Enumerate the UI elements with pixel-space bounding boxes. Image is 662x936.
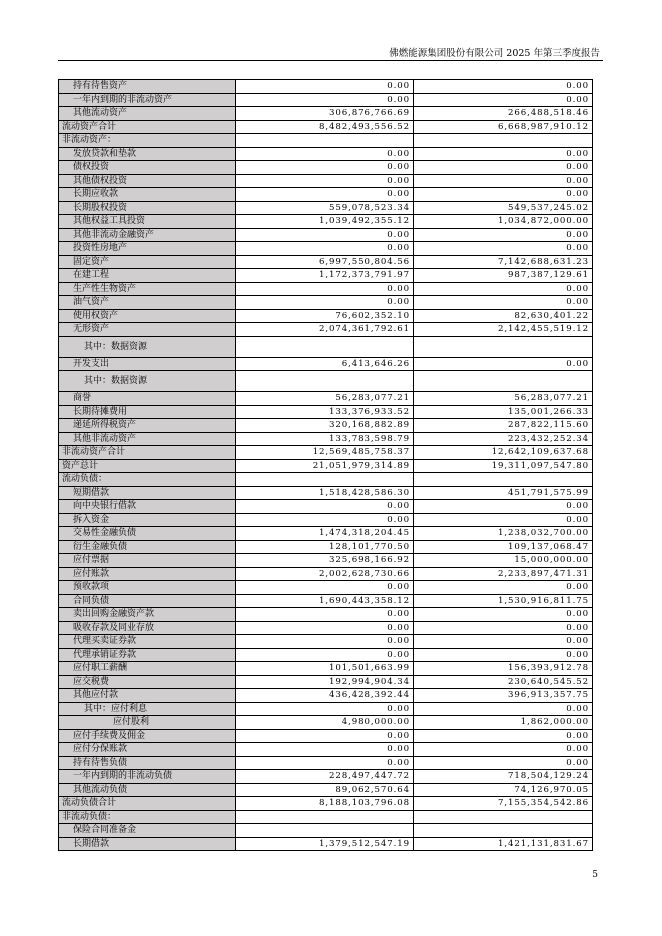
current-period-value: 0.00 xyxy=(236,93,414,107)
previous-period-value: 74,126,970.05 xyxy=(414,783,593,797)
previous-period-value xyxy=(414,473,593,487)
row-label: 向中央银行借款 xyxy=(59,500,236,514)
current-period-value: 0.00 xyxy=(236,608,414,622)
row-label: 非流动负债： xyxy=(59,810,236,824)
current-period-value: 1,518,428,586.30 xyxy=(236,486,414,500)
previous-period-value: 451,791,575.99 xyxy=(414,486,593,500)
previous-period-value: 396,913,357.75 xyxy=(414,689,593,703)
table-row xyxy=(59,432,593,446)
table-row xyxy=(59,446,593,460)
row-label: 应付分保账款 xyxy=(59,743,236,757)
table-row xyxy=(59,608,593,622)
previous-period-value: 0.00 xyxy=(414,357,593,371)
table-row xyxy=(59,215,593,229)
table-row xyxy=(59,120,593,134)
row-label: 应付票据 xyxy=(59,554,236,568)
row-label: 拆入资金 xyxy=(59,513,236,527)
table-row xyxy=(59,255,593,269)
current-period-value: 0.00 xyxy=(236,702,414,716)
row-label: 其他债权投资 xyxy=(59,174,236,188)
table-row xyxy=(59,729,593,743)
previous-period-value: 1,530,916,811.75 xyxy=(414,594,593,608)
current-period-value: 1,474,318,204.45 xyxy=(236,527,414,541)
table-row xyxy=(59,689,593,703)
current-period-value: 128,101,770.50 xyxy=(236,540,414,554)
row-label: 其他应付款 xyxy=(59,689,236,703)
row-label: 交易性金融负债 xyxy=(59,527,236,541)
row-label: 其中：数据资源 xyxy=(59,336,236,357)
row-label: 在建工程 xyxy=(59,269,236,283)
current-period-value: 0.00 xyxy=(236,513,414,527)
table-row xyxy=(59,107,593,121)
row-label: 流动负债合计 xyxy=(59,797,236,811)
current-period-value: 0.00 xyxy=(236,296,414,310)
table-row xyxy=(59,554,593,568)
table-row xyxy=(59,662,593,676)
table-row xyxy=(59,134,593,148)
previous-period-value: 2,233,897,471.31 xyxy=(414,567,593,581)
current-period-value: 2,074,361,792.61 xyxy=(236,323,414,337)
previous-period-value: 0.00 xyxy=(414,500,593,514)
current-period-value: 325,698,166.92 xyxy=(236,554,414,568)
table-row xyxy=(59,756,593,770)
table-row xyxy=(59,824,593,838)
previous-period-value: 156,393,912.78 xyxy=(414,662,593,676)
row-label: 应付股利 xyxy=(59,716,236,730)
row-label: 商誉 xyxy=(59,392,236,406)
table-row xyxy=(59,837,593,851)
previous-period-value: 82,630,401.22 xyxy=(414,309,593,323)
current-period-value xyxy=(236,810,414,824)
table-row xyxy=(59,161,593,175)
current-period-value: 0.00 xyxy=(236,188,414,202)
current-period-value: 21,051,979,314.89 xyxy=(236,459,414,473)
previous-period-value xyxy=(414,134,593,148)
previous-period-value: 0.00 xyxy=(414,702,593,716)
row-label: 吸收存款及同业存放 xyxy=(59,621,236,635)
current-period-value: 8,188,103,796.08 xyxy=(236,797,414,811)
current-period-value: 320,168,882.89 xyxy=(236,419,414,433)
table-row xyxy=(59,228,593,242)
current-period-value: 0.00 xyxy=(236,581,414,595)
row-label: 短期借款 xyxy=(59,486,236,500)
row-label: 开发支出 xyxy=(59,357,236,371)
row-label: 其中：数据资源 xyxy=(59,371,236,392)
balance-sheet-body xyxy=(59,80,593,851)
table-row xyxy=(59,500,593,514)
table-row xyxy=(59,635,593,649)
table-row xyxy=(59,716,593,730)
previous-period-value: 0.00 xyxy=(414,242,593,256)
table-row xyxy=(59,810,593,824)
current-period-value: 0.00 xyxy=(236,648,414,662)
table-row xyxy=(59,174,593,188)
previous-period-value: 0.00 xyxy=(414,608,593,622)
table-row xyxy=(59,296,593,310)
current-period-value: 0.00 xyxy=(236,242,414,256)
current-period-value: 2,002,628,730.66 xyxy=(236,567,414,581)
row-label: 代理买卖证券款 xyxy=(59,635,236,649)
row-label: 长期应收款 xyxy=(59,188,236,202)
previous-period-value: 0.00 xyxy=(414,621,593,635)
current-period-value: 1,690,443,358.12 xyxy=(236,594,414,608)
table-row xyxy=(59,581,593,595)
table-row xyxy=(59,392,593,406)
table-row xyxy=(59,486,593,500)
report-header: 佛燃能源集团股份有限公司 2025 年第三季度报告 xyxy=(389,48,600,59)
previous-period-value: 0.00 xyxy=(414,513,593,527)
previous-period-value: 109,137,068.47 xyxy=(414,540,593,554)
current-period-value: 6,997,550,804.56 xyxy=(236,255,414,269)
table-row xyxy=(59,201,593,215)
previous-period-value xyxy=(414,336,593,357)
current-period-value: 0.00 xyxy=(236,729,414,743)
table-row xyxy=(59,567,593,581)
row-label: 债权投资 xyxy=(59,161,236,175)
current-period-value: 0.00 xyxy=(236,743,414,757)
previous-period-value: 1,034,872,000.00 xyxy=(414,215,593,229)
row-label: 代理承销证券款 xyxy=(59,648,236,662)
current-period-value: 0.00 xyxy=(236,500,414,514)
table-row xyxy=(59,770,593,784)
previous-period-value: 0.00 xyxy=(414,743,593,757)
table-row xyxy=(59,621,593,635)
previous-period-value: 15,000,000.00 xyxy=(414,554,593,568)
current-period-value: 8,482,493,556.52 xyxy=(236,120,414,134)
current-period-value: 76,602,352.10 xyxy=(236,309,414,323)
row-label: 其他非流动资产 xyxy=(59,432,236,446)
current-period-value: 0.00 xyxy=(236,621,414,635)
row-label: 无形资产 xyxy=(59,323,236,337)
page-number: 5 xyxy=(592,870,598,880)
table-row xyxy=(59,80,593,94)
table-row xyxy=(59,648,593,662)
row-label: 长期股权投资 xyxy=(59,201,236,215)
row-label: 应付职工薪酬 xyxy=(59,662,236,676)
row-label: 应付手续费及佣金 xyxy=(59,729,236,743)
table-row xyxy=(59,336,593,357)
row-label: 发放贷款和垫款 xyxy=(59,147,236,161)
row-label: 衍生金融负债 xyxy=(59,540,236,554)
row-label: 其他流动资产 xyxy=(59,107,236,121)
previous-period-value: 1,862,000.00 xyxy=(414,716,593,730)
previous-period-value: 0.00 xyxy=(414,296,593,310)
row-label: 投资性房地产 xyxy=(59,242,236,256)
row-label: 合同负债 xyxy=(59,594,236,608)
row-label: 油气资产 xyxy=(59,296,236,310)
table-row xyxy=(59,675,593,689)
row-label: 资产总计 xyxy=(59,459,236,473)
row-label: 保险合同准备金 xyxy=(59,824,236,838)
row-label: 持有待售负债 xyxy=(59,756,236,770)
current-period-value: 1,039,492,355.12 xyxy=(236,215,414,229)
previous-period-value: 0.00 xyxy=(414,648,593,662)
balance-sheet-table xyxy=(58,79,593,851)
current-period-value: 0.00 xyxy=(236,756,414,770)
previous-period-value: 6,668,987,910.12 xyxy=(414,120,593,134)
row-label: 非流动资产： xyxy=(59,134,236,148)
previous-period-value: 0.00 xyxy=(414,80,593,94)
row-label: 其中：应付利息 xyxy=(59,702,236,716)
table-row xyxy=(59,93,593,107)
previous-period-value: 230,640,545.52 xyxy=(414,675,593,689)
previous-period-value: 1,238,032,700.00 xyxy=(414,527,593,541)
current-period-value: 4,980,000.00 xyxy=(236,716,414,730)
previous-period-value: 12,642,109,637.68 xyxy=(414,446,593,460)
current-period-value: 1,379,512,547.19 xyxy=(236,837,414,851)
previous-period-value xyxy=(414,824,593,838)
current-period-value: 306,876,766.69 xyxy=(236,107,414,121)
table-row xyxy=(59,419,593,433)
current-period-value xyxy=(236,134,414,148)
row-label: 递延所得税资产 xyxy=(59,419,236,433)
previous-period-value: 0.00 xyxy=(414,228,593,242)
table-row xyxy=(59,527,593,541)
previous-period-value: 1,421,131,831.67 xyxy=(414,837,593,851)
previous-period-value: 135,001,266.33 xyxy=(414,405,593,419)
current-period-value: 1,172,373,791.97 xyxy=(236,269,414,283)
row-label: 其他权益工具投资 xyxy=(59,215,236,229)
row-label: 其他非流动金融资产 xyxy=(59,228,236,242)
previous-period-value: 19,311,097,547.80 xyxy=(414,459,593,473)
previous-period-value: 0.00 xyxy=(414,282,593,296)
previous-period-value: 0.00 xyxy=(414,147,593,161)
table-row xyxy=(59,797,593,811)
previous-period-value: 549,537,245.02 xyxy=(414,201,593,215)
current-period-value: 192,994,904.34 xyxy=(236,675,414,689)
row-label: 预收款项 xyxy=(59,581,236,595)
current-period-value: 0.00 xyxy=(236,635,414,649)
current-period-value: 6,413,646.26 xyxy=(236,357,414,371)
table-row xyxy=(59,188,593,202)
table-row xyxy=(59,405,593,419)
table-row xyxy=(59,282,593,296)
current-period-value xyxy=(236,371,414,392)
table-row xyxy=(59,357,593,371)
current-period-value: 0.00 xyxy=(236,80,414,94)
table-row xyxy=(59,702,593,716)
table-row xyxy=(59,743,593,757)
row-label: 非流动资产合计 xyxy=(59,446,236,460)
previous-period-value: 0.00 xyxy=(414,729,593,743)
previous-period-value: 2,142,455,519.12 xyxy=(414,323,593,337)
current-period-value: 0.00 xyxy=(236,282,414,296)
current-period-value: 0.00 xyxy=(236,147,414,161)
previous-period-value: 0.00 xyxy=(414,93,593,107)
current-period-value: 228,497,447.72 xyxy=(236,770,414,784)
previous-period-value: 0.00 xyxy=(414,581,593,595)
row-label: 卖出回购金融资产款 xyxy=(59,608,236,622)
current-period-value: 436,428,392.44 xyxy=(236,689,414,703)
previous-period-value: 287,822,115.60 xyxy=(414,419,593,433)
previous-period-value: 266,488,518.46 xyxy=(414,107,593,121)
current-period-value: 0.00 xyxy=(236,174,414,188)
current-period-value: 0.00 xyxy=(236,228,414,242)
current-period-value xyxy=(236,824,414,838)
row-label: 使用权资产 xyxy=(59,309,236,323)
previous-period-value: 718,504,129.24 xyxy=(414,770,593,784)
table-row xyxy=(59,513,593,527)
row-label: 其他流动负债 xyxy=(59,783,236,797)
previous-period-value xyxy=(414,810,593,824)
previous-period-value: 0.00 xyxy=(414,174,593,188)
current-period-value xyxy=(236,336,414,357)
table-row xyxy=(59,783,593,797)
row-label: 一年内到期的非流动负债 xyxy=(59,770,236,784)
previous-period-value xyxy=(414,371,593,392)
previous-period-value: 0.00 xyxy=(414,756,593,770)
previous-period-value: 0.00 xyxy=(414,188,593,202)
table-row xyxy=(59,147,593,161)
table-row xyxy=(59,309,593,323)
current-period-value: 559,078,523.34 xyxy=(236,201,414,215)
previous-period-value: 7,142,688,631.23 xyxy=(414,255,593,269)
table-row xyxy=(59,594,593,608)
previous-period-value: 7,155,354,542.86 xyxy=(414,797,593,811)
previous-period-value: 0.00 xyxy=(414,635,593,649)
row-label: 流动资产合计 xyxy=(59,120,236,134)
current-period-value: 12,569,485,758.37 xyxy=(236,446,414,460)
header-rule xyxy=(58,60,603,61)
row-label: 长期待摊费用 xyxy=(59,405,236,419)
current-period-value: 89,062,570.64 xyxy=(236,783,414,797)
row-label: 长期借款 xyxy=(59,837,236,851)
row-label: 应交税费 xyxy=(59,675,236,689)
table-row xyxy=(59,473,593,487)
current-period-value: 101,501,663.99 xyxy=(236,662,414,676)
table-row xyxy=(59,371,593,392)
previous-period-value: 223,432,252.34 xyxy=(414,432,593,446)
row-label: 一年内到期的非流动资产 xyxy=(59,93,236,107)
current-period-value xyxy=(236,473,414,487)
previous-period-value: 56,283,077.21 xyxy=(414,392,593,406)
current-period-value: 133,783,598.79 xyxy=(236,432,414,446)
row-label: 固定资产 xyxy=(59,255,236,269)
previous-period-value: 0.00 xyxy=(414,161,593,175)
current-period-value: 56,283,077.21 xyxy=(236,392,414,406)
table-row xyxy=(59,540,593,554)
current-period-value: 0.00 xyxy=(236,161,414,175)
row-label: 持有待售资产 xyxy=(59,80,236,94)
row-label: 流动负债： xyxy=(59,473,236,487)
row-label: 生产性生物资产 xyxy=(59,282,236,296)
table-row xyxy=(59,242,593,256)
previous-period-value: 987,387,129.61 xyxy=(414,269,593,283)
table-row xyxy=(59,269,593,283)
row-label: 应付账款 xyxy=(59,567,236,581)
table-row xyxy=(59,459,593,473)
current-period-value: 133,376,933.52 xyxy=(236,405,414,419)
table-row xyxy=(59,323,593,337)
